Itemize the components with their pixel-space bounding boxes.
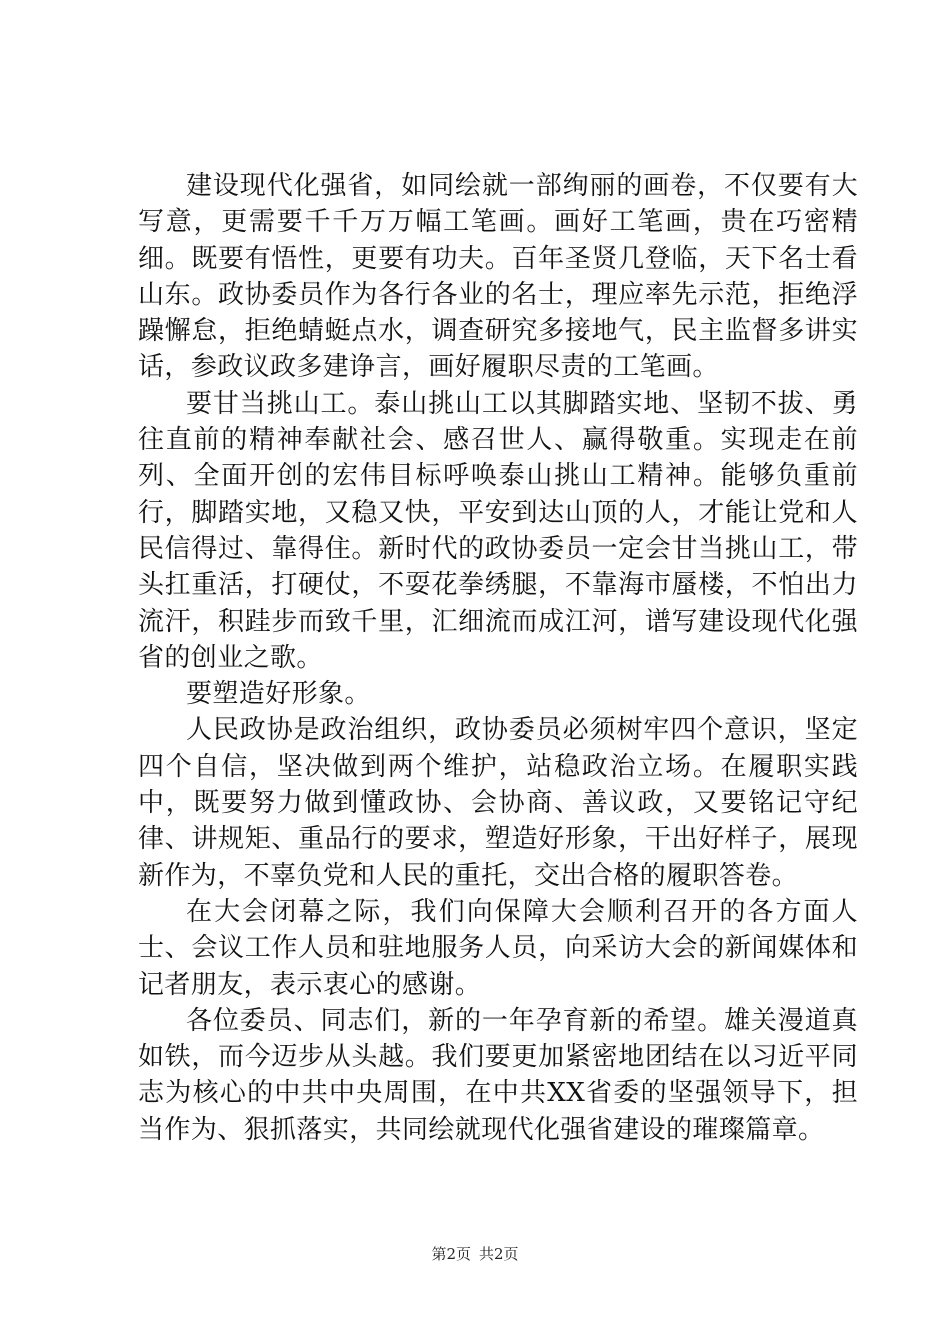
page-footer xyxy=(0,1243,950,1264)
paragraph-political-organization: 人民政协是政治组织，政协委员必须树牢四个意识，坚定四个自信，坚决做到两个维护，站稳政治立场。在履职实践中，既要努力做到懂政协、会协商、善议政，又要铭记守纪律、讲规矩、重品行的要求，塑造好形象，干出好样子，展现新作为，不辜负党和人民的重托，交出合格的履职答卷。 xyxy=(138,715,858,891)
document-body xyxy=(138,168,858,1148)
paragraph-good-image-heading: 要塑造好形象。 xyxy=(186,679,371,710)
paragraph-closing: 各位委员、同志们，新的一年孕育新的希望。雄关漫道真如铁，而今迈步从头越。我们要更加紧密地团结在以习近平同志为核心的中共中央周围，在中共XX省委的坚强领导下，担当作为、狠抓落实，共同绘就现代化强省建设的璀璨篇章。 xyxy=(138,1005,858,1145)
paragraph-thanks: 在大会闭幕之际，我们向保障大会顺利召开的各方面人士、会议工作人员和驻地服务人员，向采访大会的新闻媒体和记者朋友，表示衷心的感谢。 xyxy=(138,896,858,1000)
page-number: 第2页 xyxy=(431,1245,471,1263)
paragraph-porter-spirit: 要甘当挑山工。泰山挑山工以其脚踏实地、坚韧不拔、勇往直前的精神奉献社会、感召世人、赢得敬重。实现走在前列、全面开创的宏伟目标呼唤泰山挑山工精神。能够负重前行，脚踏实地，又稳又快，平安到达山顶的人，才能让党和人民信得过、靠得住。新时代的政协委员一定会甘当挑山工，带头扛重活，打硬仗，不耍花拳绣腿，不靠海市蜃楼，不怕出力流汗，积跬步而致千里，汇细流而成江河，谱写建设现代化强省的创业之歌。 xyxy=(138,388,858,673)
page-total: 共2页 xyxy=(479,1245,519,1263)
paragraph-painting-metaphor: 建设现代化强省，如同绘就一部绚丽的画卷，不仅要有大写意，更需要千千万万幅工笔画。画好工笔画，贵在巧密精细。既要有悟性，更要有功夫。百年圣贤几登临，天下名士看山东。政协委员作为各行各业的名士，理应率先示范，拒绝浮躁懈怠，拒绝蜻蜓点水，调查研究多接地气，民主监督多讲实话，参政议政多建诤言，画好履职尽责的工笔画。 xyxy=(138,171,858,383)
